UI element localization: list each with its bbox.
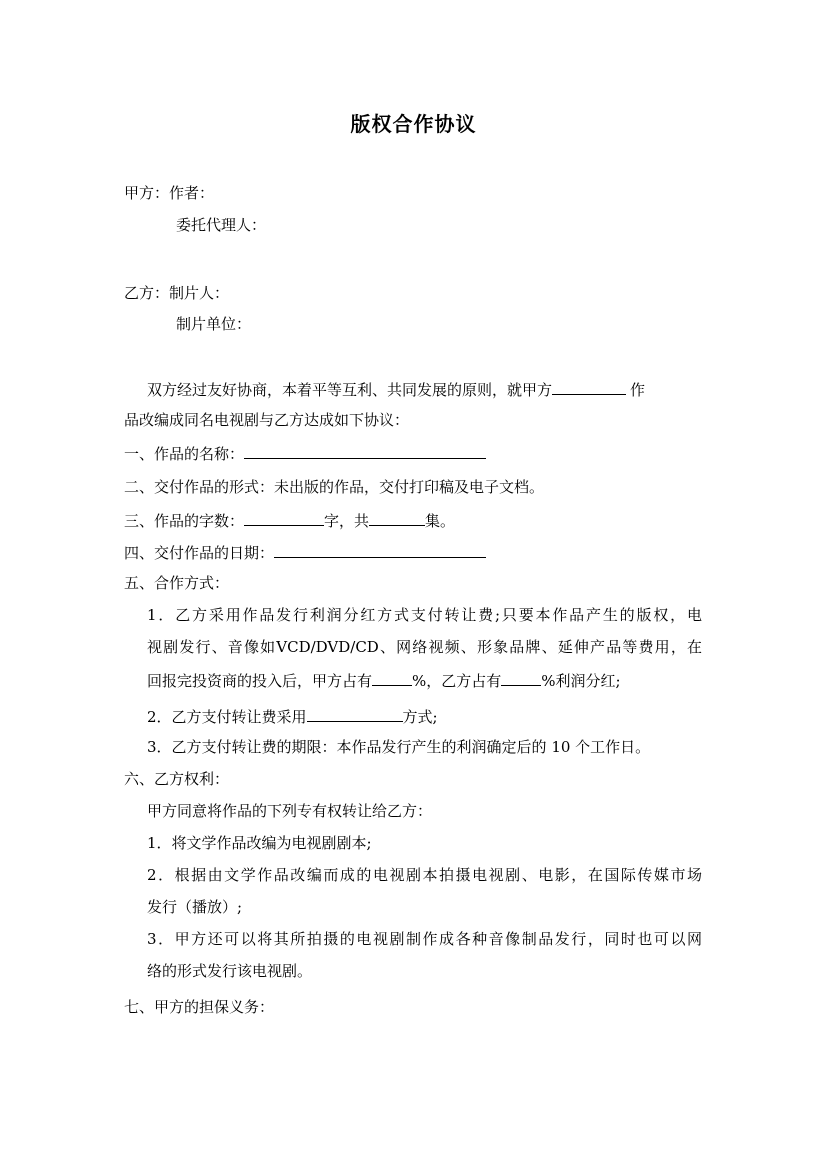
item-cooperation: 五、合作方式： — [124, 574, 230, 592]
payment-method-blank[interactable] — [307, 705, 403, 722]
work-title-blank[interactable] — [552, 378, 626, 395]
party-a-agent: 委托代理人： — [176, 216, 267, 234]
item-word-count — [124, 509, 455, 531]
work-name-label: 一、作品的名称： — [124, 445, 245, 463]
rights-item-3-line-1: 3．甲方还可以将其所拍摄的电视剧制作成各种音像制品发行，同时也可以网 — [147, 930, 702, 948]
rights-intro: 甲方同意将作品的下列专有权转让给乙方： — [147, 802, 433, 820]
coop-term-1-line-3 — [147, 669, 621, 691]
document-title: 版权合作协议 — [350, 112, 477, 136]
party-b-label: 乙方：制片人： — [124, 284, 230, 302]
word-count-label: 三、作品的字数： — [124, 512, 245, 530]
coop-term-1-line-1: 1．乙方采用作品发行利润分红方式支付转让费;只要本作品产生的版权，电 — [147, 606, 702, 624]
rights-item-1: 1．将文学作品改编为电视剧剧本; — [147, 834, 372, 852]
coop-term-2-after: 方式; — [402, 708, 438, 726]
coop-share-a-label: 回报完投资商的投入后，甲方占有 — [147, 672, 373, 690]
party-b-share-blank[interactable] — [501, 669, 541, 686]
word-count-blank[interactable] — [244, 509, 324, 526]
rights-item-2-line-2: 发行（播放）; — [147, 898, 243, 916]
coop-term-3: 3．乙方支付转让费的期限：本作品发行产生的利润确定后的 10 个工作日。 — [147, 738, 651, 756]
coop-term-1-line-2: 视剧发行、音像如VCD/DVD/CD、网络视频、形象品牌、延伸产品等费用，在 — [147, 638, 702, 656]
word-count-after: 集。 — [425, 512, 456, 530]
rights-item-3-line-2: 络的形式发行该电视剧。 — [147, 962, 313, 980]
coop-term-2 — [147, 705, 438, 727]
word-count-mid: 字，共 — [324, 512, 370, 530]
intro-line-2: 品改编成同名电视剧与乙方达成如下协议： — [124, 411, 410, 429]
delivery-date-blank[interactable] — [274, 541, 486, 558]
episode-count-blank[interactable] — [369, 509, 425, 526]
party-a-label: 甲方：作者： — [124, 184, 215, 202]
party-b-unit: 制片单位： — [176, 315, 252, 333]
work-name-blank[interactable] — [244, 442, 486, 459]
rights-item-2-line-1: 2．根据由文学作品改编而成的电视剧本拍摄电视剧、电影，在国际传媒市场 — [147, 866, 702, 884]
coop-term-2-label: 2．乙方支付转让费采用 — [147, 708, 307, 726]
intro-text-after: 作 — [630, 381, 646, 399]
item-delivery-form: 二、交付作品的形式：未出版的作品，交付打印稿及电子文档。 — [124, 478, 545, 496]
guarantee-heading: 七、甲方的担保义务： — [124, 998, 275, 1016]
coop-share-after: %利润分红; — [541, 672, 621, 690]
item-work-name — [124, 442, 486, 464]
intro-text-before: 双方经过友好协商，本着平等互利、共同发展的原则，就甲方 — [147, 381, 553, 399]
delivery-date-label: 四、交付作品的日期： — [124, 544, 275, 562]
party-a-share-blank[interactable] — [372, 669, 412, 686]
intro-line-1 — [147, 378, 645, 400]
rights-heading: 六、乙方权利： — [124, 770, 230, 788]
item-delivery-date — [124, 541, 486, 563]
coop-share-b-label: %，乙方占有 — [412, 672, 502, 690]
